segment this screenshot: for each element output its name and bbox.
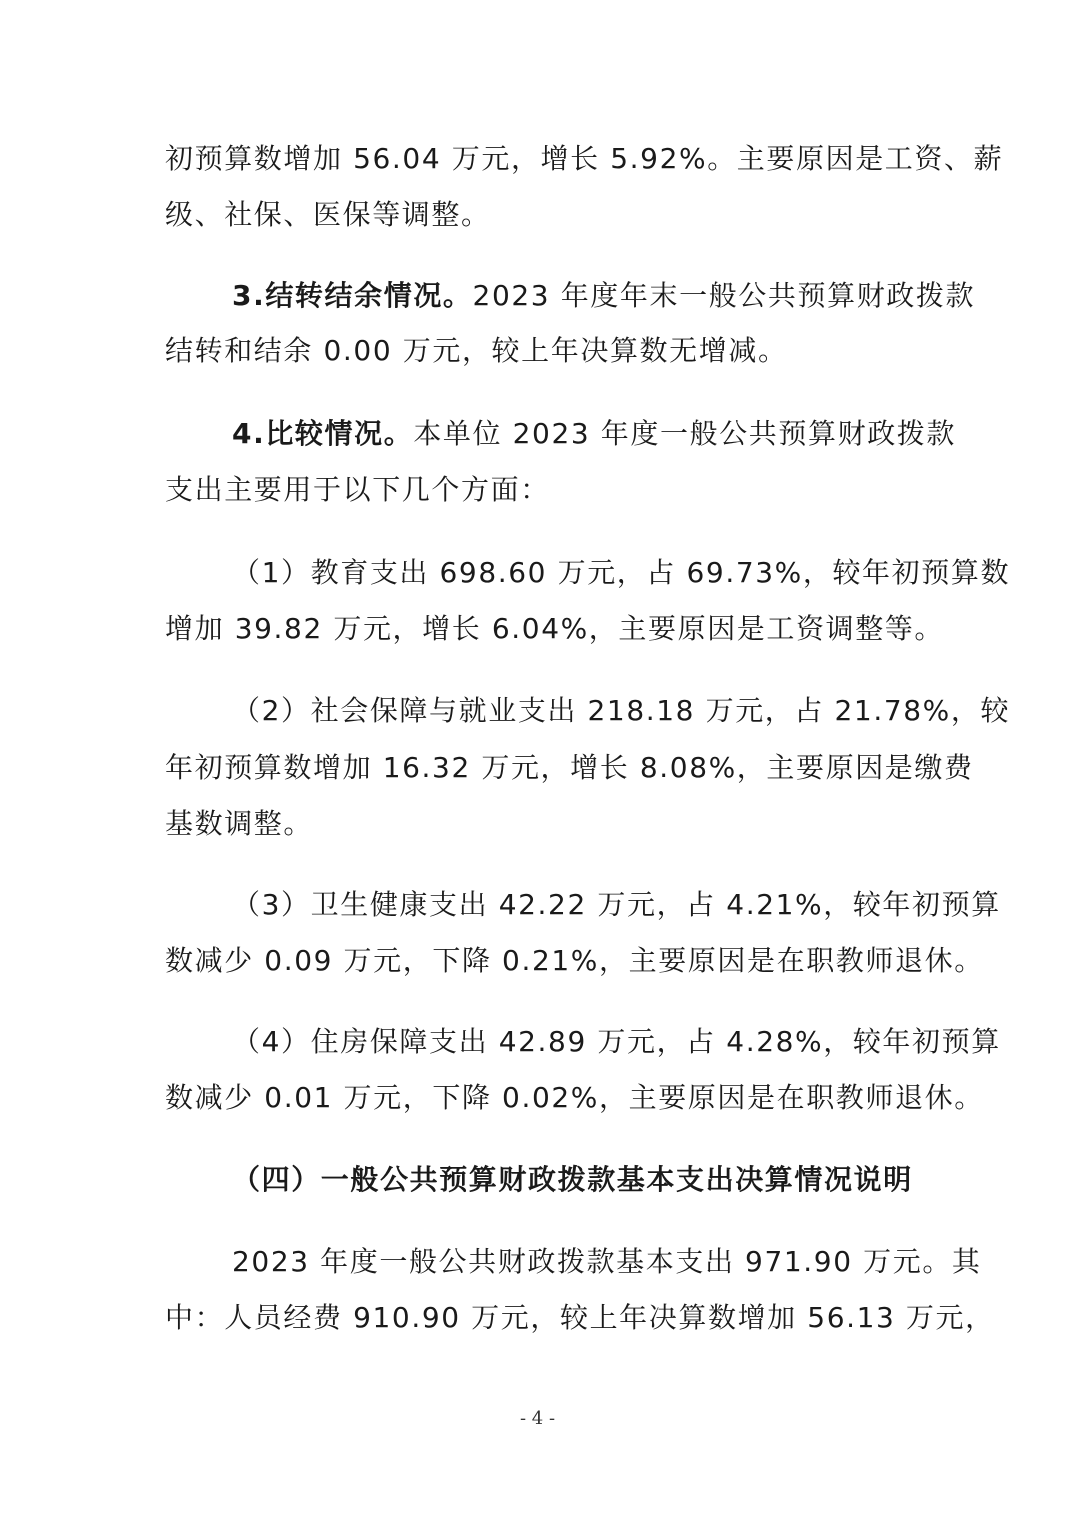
paragraph-line: 年初预算数增加 16.32 万元，增长 8.08%，主要原因是缴费 <box>165 751 974 784</box>
paragraph-text: 本单位 2023 年度一般公共预算财政拨款 <box>413 417 956 450</box>
section-heading: （四）一般公共预算财政拨款基本支出决算情况说明 <box>232 1163 913 1196</box>
paragraph-line: 中：人员经费 910.90 万元，较上年决算数增加 56.13 万元， <box>165 1301 995 1334</box>
paragraph-line: 结转和结余 0.00 万元，较上年决算数无增减。 <box>165 334 788 367</box>
paragraph-line: 2023 年度一般公共财政拨款基本支出 971.90 万元。其 <box>232 1245 982 1278</box>
paragraph-line: （3）卫生健康支出 42.22 万元，占 4.21%，较年初预算 <box>232 888 1001 921</box>
paragraph-text: 2023 年度年末一般公共预算财政拨款 <box>472 279 976 312</box>
paragraph-line: （2）社会保障与就业支出 218.18 万元，占 21.78%，较 <box>232 694 1011 727</box>
paragraph-title: 4.比较情况。 <box>232 417 414 450</box>
page-number: - 4 - <box>519 1408 556 1429</box>
paragraph-line <box>232 417 956 451</box>
paragraph-line: 支出主要用于以下几个方面： <box>165 473 550 506</box>
paragraph-line: 级、社保、医保等调整。 <box>165 198 491 231</box>
paragraph-line: （4）住房保障支出 42.89 万元，占 4.28%，较年初预算 <box>232 1025 1001 1058</box>
paragraph-title: 3.结转结余情况。 <box>232 279 473 312</box>
paragraph-line: 初预算数增加 56.04 万元，增长 5.92%。主要原因是工资、薪 <box>165 142 1004 175</box>
paragraph-line: 数减少 0.01 万元，下降 0.02%，主要原因是在职教师退休。 <box>165 1081 984 1114</box>
paragraph-line <box>232 279 975 313</box>
paragraph-line: 基数调整。 <box>165 807 314 840</box>
paragraph-line: 增加 39.82 万元，增长 6.04%，主要原因是工资调整等。 <box>165 612 945 645</box>
paragraph-line: 数减少 0.09 万元，下降 0.21%，主要原因是在职教师退休。 <box>165 944 984 977</box>
paragraph-line: （1）教育支出 698.60 万元，占 69.73%，较年初预算数 <box>232 556 1011 589</box>
